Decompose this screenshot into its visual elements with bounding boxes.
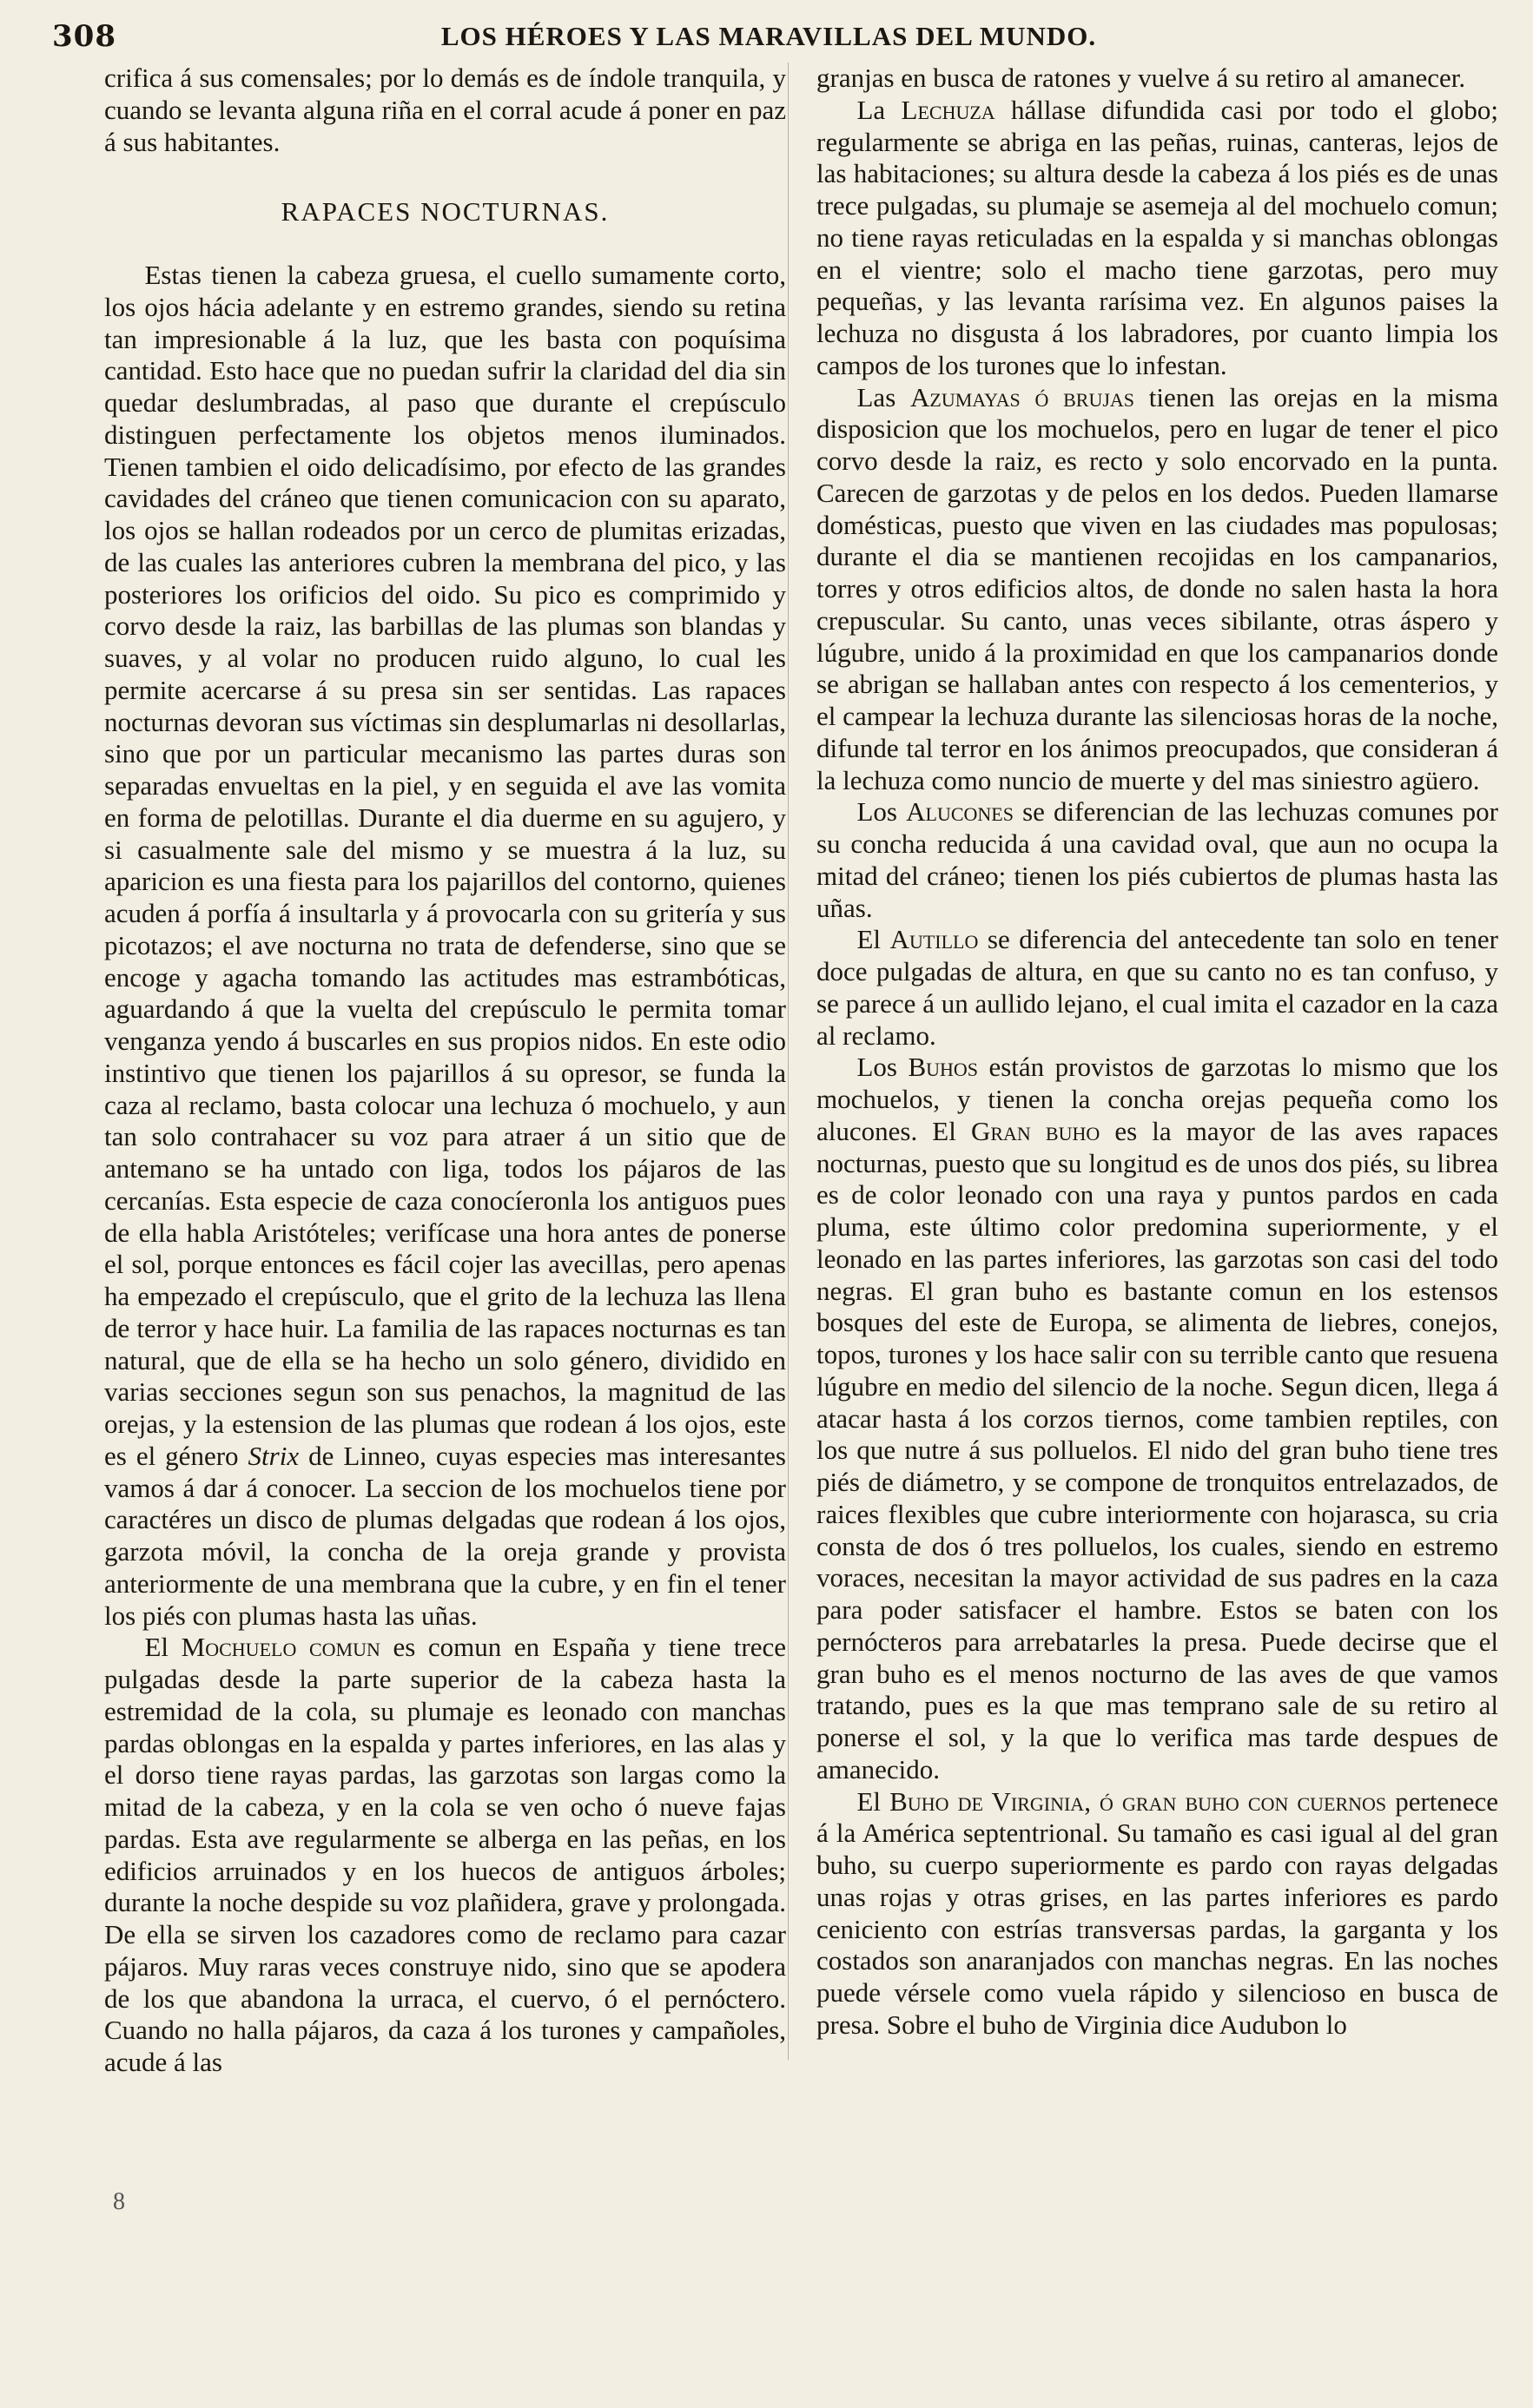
- paragraph-text: se diferencian de las lechuzas comunes por su concha reducida á una cavidad oval, que aun no ocupa la mitad del cráneo; tienen los piés cubiertos de plumas hasta las uñas.: [816, 796, 1498, 923]
- paragraph-text: Estas tienen la cabeza gruesa, el cuello sumamente corto, los ojos hácia adelante y en estremo grandes, siendo su retina tan impresionable á la luz, que les basta con poquísima cantidad. Esto hace que no puedan sufrir la claridad del dia sin quedar deslumbradas, al paso que durante el crepúsculo distinguen perfectamente los objetos menos iluminados. Tienen tambien el oido delicadísimo, por efecto de las grandes cavidades del cráneo que tienen comunicacion con su aparato, los ojos se hallan rodeados por un cerco de plumitas erizadas, de las cuales las anteriores cubren la membrana del pico, y las posteriores los orificios del oido. Su pico es comprimido y corvo desde la raiz, las barbillas de las plumas son blandas y suaves, y al volar no producen ruido alguno, lo cual les permite acercarse á su presa sin ser sentidas. Las rapaces nocturnas devoran sus víctimas sin desplumarlas ni desollarlas, sino que por un particular mecanismo las partes duras son separadas envueltas en la piel, y en seguida el ave las vomita en forma de pelotillas. Durante el dia duerme en su agujero, y si casualmente sale del mismo y se muestra á la luz, su aparicion es una fiesta para los pajarillos del contorno, quienes acuden á porfía á insultarla y á provocarla con su gritería y sus picotazos; el ave nocturna no trata de defenderse, sino que se encoge y agacha tomando las actitudes mas estrambóticas, aguardando á que la vuelta del crepúsculo le permita tomar venganza yendo á buscarles en sus propios nidos. En este odio instintivo que tienen los pajarillos á su opresor, se funda la caza al reclamo, basta colocar una lechuza ó mochuelo, y aun tan solo contrahacer su voz para atraer á un sitio que de antemano se ha untado con liga, todos los pájaros de las cercanías. Esta especie de caza conocíeronla los antiguos pues de ella habla Aristóteles; verifícase una hora antes de ponerse el sol, porque entonces es fácil cojer las avecillas, pero apenas ha empezado el crepúsculo, que el grito de la lechuza las llena de terror y hace huir. La familia de las rapaces nocturnas es tan natural, que de ella se ha hecho un solo género, dividido en varias secciones segun son sus penachos, la magnitud de las orejas, y la estension de las plumas que rodean á los ojos, este es el género: [104, 260, 786, 1471]
- page-number: 308: [52, 19, 116, 54]
- printer-mark: 8: [113, 2188, 125, 2215]
- paragraph-text: es la mayor de las aves rapaces nocturnas, puesto que su longitud es de unos dos piés, su librea es de color leonado con una raya y puntos pardos en cada pluma, este último color predomina superiormente, y el leonado en las partes inferiores, las garzotas son casi del todo negras. El gran buho es bastante comun en los estensos bosques del este de Europa, se alimenta de liebres, conejos, topos, turones y los hace salir con su terrible canto que resuena lúgubre en medio del silencio de la noche. Segun dicen, llega á atacar hasta á los corzos tiernos, come tambien reptiles, con los que nutre á sus polluelos. El nido del gran buho tiene tres piés de diámetro, y se compone de tronquitos entrelazados, de raices flexibles que cubre interiormente con hojarasca, su cria consta de dos ó tres polluelos, los cuales, siendo en estremo voraces, necesitan la mayor actividad de sus padres en la caza para poder satisfacer el hambre. Estos se baten con los pernócteros para arrebatarles la presa. Puede decirse que el gran buho es el menos nocturno de las aves de que vamos tratando, pues es la que mas temprano sale de su retiro al ponerse el sol, y la que lo verifica mas tarde despues de amanecido.: [816, 1115, 1499, 1785]
- paragraph-text: El: [144, 1632, 169, 1663]
- paragraph-text: tienen las orejas en la misma disposicion que los mochuelos, pero en lugar de tener el pico corvo desde la raiz, es recto y solo encorvado en la punta. Carecen de garzotas y de pelos en los dedos. Pueden llamarse domésticas, puesto que viven en las ciudades mas populosas; durante el dia se mantienen recojidas en los campanarios, torres y otros edificios altos, de donde no salen hasta la hora crepuscular. Su canto, unas veces sibilante, otras áspero y lúgubre, unido á la proximidad en que los campanarios donde se abrigan se hallaban antes con respecto á los cementerios, y el campear la lechuza durante las silenciosas horas de la noche, difunde tal terror en los ánimos preocupados, que consideran á la lechuza como nuncio de muerte y del mas siniestro agüero.: [816, 381, 1498, 795]
- page-header: [52, 19, 1485, 63]
- paragraph-text: Los: [856, 796, 897, 828]
- paragraph: granjas en busca de ratones y vuelve á su retiro al amanecer.: [816, 63, 1466, 93]
- paragraph-text: El: [856, 1785, 882, 1817]
- paragraph: [104, 1632, 786, 2079]
- species-name: Gran buho: [970, 1115, 1100, 1146]
- species-name: Buho de Virginia, ó gran buho con cuernos: [889, 1785, 1387, 1817]
- paragraph: [816, 796, 1498, 924]
- column-divider: [788, 63, 789, 2060]
- paragraph: [816, 1052, 1498, 1785]
- paragraph-text: La: [856, 94, 886, 125]
- species-name: Autillo: [889, 924, 979, 955]
- paragraph: crifica á sus comensales; por lo demás es de índole tranquila, y cuando se levanta alguna riña en el corral acude á poner en paz á sus habitantes.: [104, 63, 786, 157]
- paragraph: [816, 95, 1498, 382]
- paragraph-text: de Linneo, cuyas especies mas interesantes vamos á dar á conocer. La seccion de los mochuelos tiene por caractéres un disco de plumas delgadas que rodean á los ojos, garzota móvil, la concha de la oreja grande y provista anteriormente de una membrana que la cubre, y en fin el tener los piés con plumas hasta las uñas.: [104, 1440, 786, 1631]
- species-name: Azumayas ó brujas: [910, 381, 1135, 412]
- species-name: Alucones: [906, 796, 1014, 828]
- paragraph-text: están provistos de garzotas lo mismo que los mochuelos, y tienen la concha orejas pequeña como los alucones. El: [816, 1052, 1498, 1146]
- paragraph: [816, 382, 1498, 797]
- paragraph-text: Las: [856, 381, 896, 412]
- species-name: Mochuelo comun: [181, 1632, 380, 1663]
- genus-name: Strix: [248, 1440, 300, 1471]
- paragraph-text: se diferencia del antecedente tan solo en tener doce pulgadas de altura, en que su canto no es tan confuso, y se parece á un aullido lejano, el cual imita el cazador en la caza al reclamo.: [816, 924, 1498, 1051]
- paragraph-text: Los: [856, 1052, 897, 1083]
- running-title: LOS HÉROES Y LAS MARAVILLAS DEL MUNDO.: [440, 21, 1097, 51]
- paragraph-text: pertenece á la América septentrional. Su tamaño es casi igual al del gran buho, su cuerpo superiormente es pardo con rayas delgadas unas rojas y otras grises, en las partes inferiores es pardo ceniciento con estrías transversas pardas, la garganta y los costados son anaranjados con manchas negras. En las noches puede vérsele como vuela rápido y silencioso en busca de presa. Sobre el buho de Virginia dice Audubon lo: [816, 1785, 1498, 2040]
- left-column: [104, 63, 786, 2079]
- paragraph: [816, 924, 1498, 1052]
- paragraph-text: El: [856, 924, 882, 955]
- paragraph: [816, 1786, 1498, 2042]
- section-heading: RAPACES NOCTURNAS.: [281, 196, 610, 228]
- species-name: Buhos: [908, 1052, 979, 1083]
- paragraph-text: es comun en España y tiene trece pulgadas desde la parte superior de la cabeza hasta la estremidad de la cola, su plumaje es leonado con manchas pardas oblongas en la espalda y partes inferiores, en las alas y el dorso tiene rayas pardas, las garzotas son largas como la mitad de la cabeza, y en la cola se ven ocho ó nueve fajas pardas. Esta ave regularmente se alberga en las peñas, en los edificios arruinados y en los huecos de antiguos árboles; durante la noche despide su voz plañidera, grave y prolongada. De ella se sirven los cazadores como de reclamo para cazar pájaros. Muy raras veces construye nido, sino que se apodera de los que abandona la urraca, el cuervo, ó el pernóctero. Cuando no halla pájaros, da caza á los turones y campañoles, acude á las: [104, 1632, 786, 2077]
- species-name: Lechuza: [901, 94, 995, 125]
- right-column: [816, 63, 1498, 2042]
- paragraph: [104, 260, 786, 1632]
- paragraph-text: hállase difundida casi por todo el globo; regularmente se abriga en las peñas, ruinas, canteras, lejos de las habitaciones; su altura desde la cabeza á los piés es de unas trece pulgadas, su plumaje se asemeja al del mochuelo comun; no tiene rayas reticuladas en la espalda y si manchas oblongas en el vientre; solo el macho tiene garzotas, pero muy pequeñas, y las levanta rarísima vez. En algunos paises la lechuza no disgusta á los labradores, por cuanto limpia los campos de los turones que lo infestan.: [816, 94, 1499, 380]
